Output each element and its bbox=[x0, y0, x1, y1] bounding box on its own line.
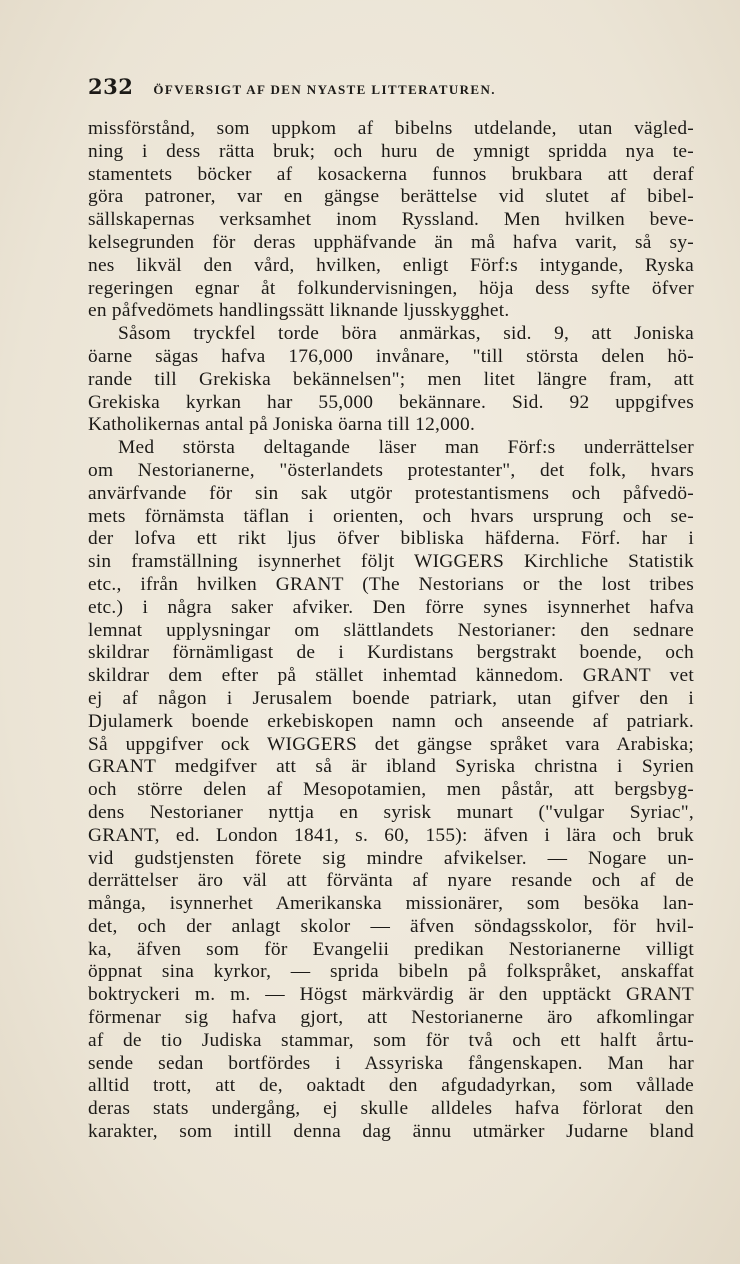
text-line: Djulamerk boende erkebiskopen namn och anseende af patriark. bbox=[88, 710, 694, 732]
text-line: och större delen af Mesopotamien, men påstår, att bergsbyg- bbox=[88, 779, 694, 801]
text-line: GRANT medgifver att så är ibland Syriska christna i Syrien bbox=[88, 756, 694, 778]
text-line: derrättelser äro väl att förvänta af nyare resande och af de bbox=[88, 870, 694, 892]
running-head: ÖFVERSIGT AF DEN NYASTE LITTERATUREN. bbox=[153, 82, 496, 97]
text-line: karakter, som intill denna dag ännu utmärker Judarne bland bbox=[88, 1121, 694, 1143]
text-line: mets förnämsta täflan i orienten, och hvars ursprung och se- bbox=[88, 505, 694, 527]
text-line: stamentets böcker af kosackerna funnos brukbara att deraf bbox=[88, 163, 694, 185]
text-line: der lofva ett rikt ljus öfver bibliska häfderna. Förf. har i bbox=[88, 528, 694, 550]
page-header bbox=[88, 74, 648, 102]
text-line: alltid trott, att de, oaktadt den afgudadyrkan, som vållade bbox=[88, 1075, 694, 1097]
text-line: ej af någon i Jerusalem boende patriark, utan gifver den i bbox=[88, 687, 694, 709]
text-line: boktryckeri m. m. — Högst märkvärdig är den upptäckt GRANT bbox=[88, 984, 694, 1006]
text-line: ning i dess rätta bruk; och huru de ymnigt spridda nya te- bbox=[88, 140, 694, 162]
text-line: ka, äfven som för Evangelii predikan Nestorianerne villigt bbox=[88, 938, 694, 960]
text-line: Katholikernas antal på Joniska öarna till 12,000. bbox=[88, 414, 476, 436]
text-line: nes likväl den vård, hvilken, enligt Förf:s intygande, Ryska bbox=[88, 254, 694, 276]
text-line: förmenar sig hafva gjort, att Nestorianerne äro afkomlingar bbox=[88, 1007, 694, 1029]
text-line: många, isynnerhet Amerikanska missionärer, som besöka lan- bbox=[88, 893, 694, 915]
text-line: lemnat upplysningar om slättlandets Nestorianer: den sednare bbox=[88, 619, 694, 641]
text-line: dens Nestorianer nyttja en syrisk munart ("vulgar Syriac", bbox=[88, 801, 694, 823]
text-line: öarne sägas hafva 176,000 invånare, "till största delen hö- bbox=[88, 345, 694, 367]
text-line: öppnat sina kyrkor, — sprida bibeln på folkspråket, anskaffat bbox=[88, 961, 694, 983]
text-line: vid gudstjensten förete sig mindre afvikelser. — Nogare un- bbox=[88, 847, 694, 869]
text-line: etc.) i några saker afviker. Den förre synes isynnerhet hafva bbox=[88, 596, 694, 618]
text-line: GRANT, ed. London 1841, s. 60, 155): äfven i lära och bruk bbox=[88, 824, 694, 846]
text-line: Såsom tryckfel torde böra anmärkas, sid. 9, att Joniska bbox=[118, 323, 694, 345]
text-line: göra patroner, var en gängse berättelse vid slutet af bibel- bbox=[88, 186, 694, 208]
text-line: etc., ifrån hvilken GRANT (The Nestorians or the lost tribes bbox=[88, 573, 694, 595]
text-line: det, och der anlagt skolor — äfven söndagsskolor, för hvil- bbox=[88, 915, 694, 937]
text-line: kelsegrunden för deras upphäfvande än må hafva varit, så sy- bbox=[88, 231, 694, 253]
text-line: sende sedan bortfördes i Assyriska fångenskapen. Man har bbox=[88, 1052, 694, 1074]
text-line: rande till Grekiska bekännelsen"; men litet längre fram, att bbox=[88, 368, 694, 390]
text-line: af de tio Judiska stammar, som för två och ett halft årtu- bbox=[88, 1029, 694, 1051]
text-line: deras stats undergång, ej skulle alldeles hafva förlorat den bbox=[88, 1098, 694, 1120]
text-line: en påfvedömets handlingssätt liknande ljusskygghet. bbox=[88, 300, 510, 322]
text-line: Så uppgifver ock WIGGERS det gängse språket vara Arabiska; bbox=[88, 733, 694, 755]
text-line: Med största deltagande läser man Förf:s underrättelser bbox=[118, 437, 694, 459]
text-line: skildrar förnämligast de i Kurdistans bergstrakt boende, och bbox=[88, 642, 694, 664]
body-text bbox=[88, 118, 694, 1144]
text-line: skildrar dem efter på stället inhemtad kännedom. GRANT vet bbox=[88, 665, 694, 687]
text-line: regeringen egnar åt folkundervisningen, höja dess syfte öfver bbox=[88, 277, 694, 299]
text-line: sällskapernas verksamhet inom Ryssland. Men hvilken beve- bbox=[88, 209, 694, 231]
text-line: missförstånd, som uppkom af bibelns utdelande, utan vägled- bbox=[88, 118, 694, 139]
page-number: 232 bbox=[88, 74, 134, 99]
text-line: sin framställning isynnerhet följt WIGGERS Kirchliche Statistik bbox=[88, 551, 694, 573]
text-line: om Nestorianerne, "österlandets protestanter", det folk, hvars bbox=[88, 459, 694, 481]
text-line: Grekiska kyrkan har 55,000 bekännare. Sid. 92 uppgifves bbox=[88, 391, 694, 413]
text-line: anvärfvande för sin sak utgör protestantismens och påfvedö- bbox=[88, 482, 694, 504]
